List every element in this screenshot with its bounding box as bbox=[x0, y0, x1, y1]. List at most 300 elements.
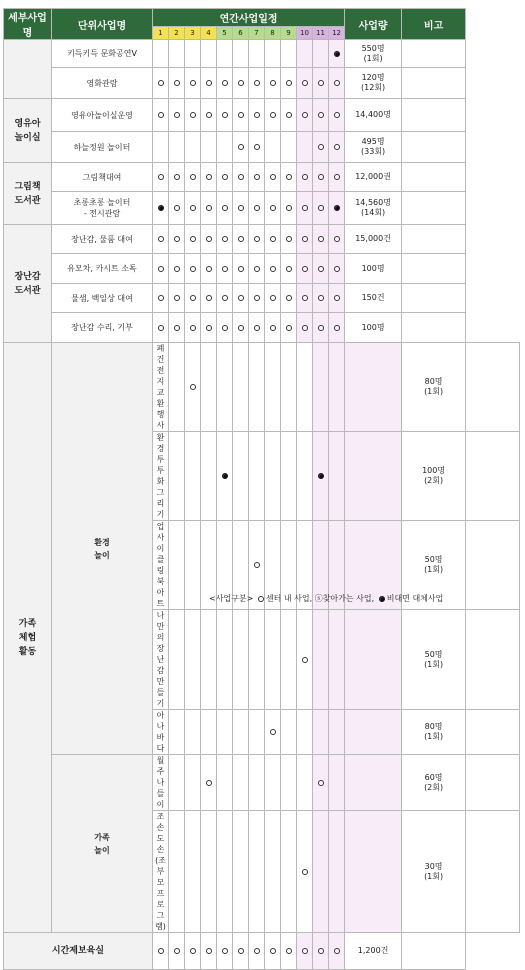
month-cell-10 bbox=[297, 313, 313, 343]
note-cell bbox=[466, 710, 520, 755]
month-cell-3 bbox=[185, 254, 201, 284]
month-cell-3 bbox=[185, 163, 201, 192]
center-marker-icon bbox=[334, 112, 340, 118]
unit-name bbox=[153, 521, 169, 610]
month-cell-4 bbox=[201, 225, 217, 254]
month-cell-4 bbox=[201, 192, 217, 225]
unit-name-text: 월주나들이 bbox=[156, 756, 165, 809]
month-cell-9 bbox=[281, 254, 297, 284]
unit-name bbox=[52, 68, 153, 99]
amount-value: 120명 bbox=[361, 73, 385, 82]
note-cell bbox=[466, 343, 520, 432]
amount-value: 60명 bbox=[424, 772, 443, 782]
month-header-12: 12 bbox=[329, 27, 345, 40]
amount-cell bbox=[402, 343, 466, 432]
center-marker-icon bbox=[286, 295, 292, 301]
center-marker-icon bbox=[270, 948, 276, 954]
month-header-5: 5 bbox=[217, 27, 233, 40]
note-cell bbox=[402, 40, 466, 68]
center-marker-icon bbox=[190, 80, 196, 86]
month-cell-9 bbox=[281, 68, 297, 99]
month-cell-2 bbox=[185, 432, 201, 521]
amount-cell bbox=[402, 755, 466, 811]
month-cell-3 bbox=[201, 610, 217, 710]
month-cell-6 bbox=[249, 610, 265, 710]
unit-name bbox=[52, 99, 153, 132]
amount-value: 30명 bbox=[424, 861, 443, 871]
month-cell-4 bbox=[201, 284, 217, 313]
center-marker-icon bbox=[254, 562, 260, 568]
unit-name-text: 영유아놀이실운영 bbox=[71, 110, 133, 120]
center-marker-icon bbox=[318, 80, 324, 86]
amount-count: (1회) bbox=[424, 732, 444, 741]
center-marker-icon bbox=[206, 780, 212, 786]
center-marker-icon bbox=[302, 266, 308, 272]
month-cell-6 bbox=[249, 343, 265, 432]
legend-prefix: <사업구분> bbox=[209, 594, 254, 603]
month-cell-1 bbox=[153, 192, 169, 225]
unit-name-text: 그림책대여 bbox=[82, 172, 122, 182]
amount-count: (2회) bbox=[424, 782, 444, 792]
month-cell-3 bbox=[185, 192, 201, 225]
unit-name-text: 아나바다 bbox=[156, 711, 165, 753]
month-cell-3 bbox=[201, 755, 217, 811]
month-cell-8 bbox=[265, 68, 281, 99]
month-header-11: 11 bbox=[313, 27, 329, 40]
month-cell-3 bbox=[185, 313, 201, 343]
center-marker-icon bbox=[254, 174, 260, 180]
month-cell-3 bbox=[185, 99, 201, 132]
month-cell-4 bbox=[217, 710, 233, 755]
month-cell-11 bbox=[313, 132, 329, 163]
month-cell-8 bbox=[281, 811, 297, 933]
unit-name-text: 키득키득 문화공연V bbox=[67, 49, 137, 58]
group-label bbox=[4, 163, 52, 225]
group-label-line: 그림책 bbox=[14, 181, 41, 192]
month-cell-6 bbox=[233, 225, 249, 254]
month-cell-6 bbox=[233, 99, 249, 132]
amount-cell bbox=[345, 40, 402, 68]
month-cell-10 bbox=[313, 432, 329, 521]
amount-value: 1,200건 bbox=[357, 946, 389, 955]
month-cell-9 bbox=[281, 40, 297, 68]
center-marker-icon bbox=[190, 295, 196, 301]
month-cell-10 bbox=[297, 132, 313, 163]
month-cell-5 bbox=[233, 432, 249, 521]
month-header-9: 9 bbox=[281, 27, 297, 40]
group-label bbox=[4, 343, 52, 933]
month-cell-5 bbox=[217, 192, 233, 225]
center-marker-icon bbox=[254, 295, 260, 301]
month-cell-3 bbox=[201, 811, 217, 933]
month-cell-9 bbox=[281, 132, 297, 163]
amount-cell bbox=[402, 432, 466, 521]
month-cell-5 bbox=[217, 68, 233, 99]
center-marker-icon bbox=[158, 174, 164, 180]
month-header-4: 4 bbox=[201, 27, 217, 40]
table-row bbox=[4, 313, 520, 343]
month-cell-11 bbox=[329, 343, 345, 432]
month-cell-7 bbox=[265, 432, 281, 521]
month-cell-12 bbox=[329, 68, 345, 99]
month-cell-10 bbox=[297, 40, 313, 68]
center-marker-icon bbox=[190, 948, 196, 954]
month-cell-8 bbox=[265, 933, 281, 970]
unit-name bbox=[52, 225, 153, 254]
amount-value: 100명 bbox=[361, 322, 385, 332]
month-cell-3 bbox=[185, 933, 201, 970]
legend bbox=[209, 593, 443, 604]
amount-cell bbox=[402, 710, 466, 755]
table-row bbox=[4, 68, 520, 99]
center-marker-icon bbox=[286, 112, 292, 118]
center-marker-icon bbox=[318, 174, 324, 180]
center-marker-icon bbox=[206, 295, 212, 301]
center-marker-icon bbox=[254, 144, 260, 150]
month-cell-7 bbox=[249, 254, 265, 284]
month-cell-4 bbox=[201, 40, 217, 68]
month-cell-1 bbox=[153, 132, 169, 163]
center-marker-icon bbox=[302, 236, 308, 242]
center-marker-icon bbox=[222, 174, 228, 180]
month-cell-7 bbox=[249, 163, 265, 192]
month-cell-2 bbox=[185, 710, 201, 755]
amount-value: 150건 bbox=[361, 293, 385, 302]
month-cell-11 bbox=[313, 163, 329, 192]
annual-schedule-table bbox=[3, 8, 520, 970]
month-cell-1 bbox=[153, 163, 169, 192]
online-marker-icon bbox=[222, 473, 228, 479]
amount-cell bbox=[345, 163, 402, 192]
table-row bbox=[4, 132, 520, 163]
month-cell-10 bbox=[297, 225, 313, 254]
center-marker-icon bbox=[222, 236, 228, 242]
month-cell-4 bbox=[201, 313, 217, 343]
unit-name-text: 나만의 장난감 만들기 bbox=[156, 611, 165, 708]
center-marker-icon bbox=[302, 657, 308, 663]
month-cell-4 bbox=[201, 254, 217, 284]
month-cell-6 bbox=[233, 254, 249, 284]
month-cell-11 bbox=[313, 40, 329, 68]
center-marker-icon bbox=[270, 325, 276, 331]
month-cell-8 bbox=[265, 225, 281, 254]
month-header-8: 8 bbox=[265, 27, 281, 40]
month-cell-12 bbox=[329, 192, 345, 225]
month-cell-9 bbox=[297, 432, 313, 521]
amount-value: 12,000권 bbox=[355, 172, 391, 181]
amount-value: 14,400명 bbox=[355, 110, 391, 119]
month-cell-5 bbox=[217, 284, 233, 313]
center-marker-icon bbox=[158, 948, 164, 954]
center-marker-icon bbox=[238, 295, 244, 301]
amount-value: 14,560명 bbox=[355, 198, 391, 207]
month-cell-9 bbox=[281, 163, 297, 192]
month-cell-10 bbox=[297, 192, 313, 225]
center-marker-icon bbox=[270, 729, 276, 735]
center-marker-icon bbox=[222, 112, 228, 118]
center-marker-icon bbox=[206, 236, 212, 242]
center-marker-icon bbox=[190, 205, 196, 211]
center-marker-icon bbox=[174, 325, 180, 331]
center-marker-icon bbox=[286, 266, 292, 272]
center-marker-icon bbox=[190, 236, 196, 242]
month-cell-5 bbox=[233, 710, 249, 755]
month-cell-4 bbox=[217, 610, 233, 710]
month-cell-3 bbox=[185, 40, 201, 68]
month-cell-8 bbox=[265, 192, 281, 225]
month-cell-3 bbox=[201, 710, 217, 755]
center-marker-icon bbox=[158, 266, 164, 272]
center-marker-icon bbox=[318, 205, 324, 211]
month-cell-5 bbox=[217, 99, 233, 132]
month-cell-7 bbox=[249, 192, 265, 225]
center-marker-icon bbox=[286, 236, 292, 242]
month-cell-9 bbox=[297, 343, 313, 432]
month-header-10: 10 bbox=[297, 27, 313, 40]
month-cell-5 bbox=[217, 132, 233, 163]
month-cell-11 bbox=[313, 313, 329, 343]
center-marker-icon bbox=[254, 948, 260, 954]
month-cell-10 bbox=[313, 755, 329, 811]
month-cell-2 bbox=[169, 40, 185, 68]
month-cell-10 bbox=[297, 68, 313, 99]
center-marker-icon bbox=[206, 325, 212, 331]
center-marker-icon bbox=[206, 174, 212, 180]
unit-name bbox=[52, 313, 153, 343]
month-cell-2 bbox=[169, 225, 185, 254]
center-marker-icon bbox=[318, 325, 324, 331]
amount-cell bbox=[402, 610, 466, 710]
unit-name-text: 환경 투투화그리기 bbox=[156, 433, 165, 519]
unit-name-text: 하늘정원 놀이터 bbox=[73, 142, 131, 152]
month-cell-5 bbox=[217, 254, 233, 284]
note-cell bbox=[466, 811, 520, 933]
center-marker-icon bbox=[206, 266, 212, 272]
month-cell-5 bbox=[233, 755, 249, 811]
amount-cell bbox=[402, 811, 466, 933]
month-cell-12 bbox=[329, 933, 345, 970]
center-marker-icon bbox=[254, 266, 260, 272]
amount-cell bbox=[345, 313, 402, 343]
month-cell-5 bbox=[217, 933, 233, 970]
unit-name-text: 영화관람 bbox=[86, 78, 118, 88]
amount-count: (14회) bbox=[361, 208, 386, 217]
month-cell-12 bbox=[329, 132, 345, 163]
group-label-line: 시간제보육실 bbox=[51, 946, 105, 956]
group-label bbox=[4, 40, 52, 99]
month-cell-2 bbox=[169, 192, 185, 225]
month-cell-4 bbox=[217, 811, 233, 933]
header-detail: 세부사업명 bbox=[4, 9, 52, 40]
month-header-7: 7 bbox=[249, 27, 265, 40]
amount-value: 50명 bbox=[424, 555, 443, 564]
center-marker-icon bbox=[302, 174, 308, 180]
online-marker-icon bbox=[379, 596, 385, 602]
center-marker-icon bbox=[158, 112, 164, 118]
group-label-line: 놀이실 bbox=[14, 132, 41, 143]
month-cell-6 bbox=[249, 432, 265, 521]
month-header-6: 6 bbox=[233, 27, 249, 40]
month-cell-12 bbox=[345, 610, 402, 710]
month-cell-7 bbox=[265, 811, 281, 933]
center-marker-icon bbox=[302, 112, 308, 118]
month-cell-6 bbox=[233, 132, 249, 163]
month-cell-5 bbox=[217, 163, 233, 192]
month-cell-8 bbox=[281, 610, 297, 710]
month-cell-5 bbox=[233, 610, 249, 710]
month-cell-8 bbox=[265, 313, 281, 343]
month-cell-6 bbox=[233, 284, 249, 313]
month-cell-12 bbox=[345, 811, 402, 933]
group-label-line: 장난감 bbox=[14, 271, 41, 282]
month-cell-12 bbox=[329, 99, 345, 132]
amount-value: 100명 bbox=[361, 263, 385, 273]
month-cell-5 bbox=[217, 225, 233, 254]
month-cell-1 bbox=[169, 432, 185, 521]
center-marker-icon bbox=[270, 80, 276, 86]
month-cell-10 bbox=[297, 254, 313, 284]
center-marker-icon bbox=[222, 266, 228, 272]
center-marker-icon bbox=[318, 780, 324, 786]
month-cell-7 bbox=[249, 933, 265, 970]
month-cell-11 bbox=[313, 225, 329, 254]
month-cell-6 bbox=[249, 811, 265, 933]
center-marker-icon bbox=[286, 948, 292, 954]
month-header-1: 1 bbox=[153, 27, 169, 40]
month-cell-1 bbox=[169, 610, 185, 710]
month-header-2: 2 bbox=[169, 27, 185, 40]
month-cell-4 bbox=[201, 132, 217, 163]
month-cell-3 bbox=[185, 284, 201, 313]
center-marker-icon bbox=[318, 112, 324, 118]
center-marker-icon bbox=[270, 205, 276, 211]
month-cell-7 bbox=[249, 284, 265, 313]
center-marker-icon bbox=[334, 948, 340, 954]
center-marker-icon bbox=[270, 295, 276, 301]
month-cell-11 bbox=[313, 99, 329, 132]
center-marker-icon bbox=[206, 80, 212, 86]
center-marker-icon bbox=[238, 325, 244, 331]
month-cell-10 bbox=[297, 163, 313, 192]
note-cell bbox=[466, 521, 520, 610]
unit-name bbox=[153, 755, 169, 811]
center-marker-icon bbox=[334, 80, 340, 86]
amount-cell bbox=[345, 254, 402, 284]
month-cell-7 bbox=[265, 755, 281, 811]
month-cell-10 bbox=[313, 343, 329, 432]
center-marker-icon bbox=[318, 295, 324, 301]
month-cell-11 bbox=[313, 284, 329, 313]
month-cell-12 bbox=[329, 284, 345, 313]
month-cell-12 bbox=[329, 254, 345, 284]
month-cell-6 bbox=[249, 710, 265, 755]
table-row bbox=[4, 99, 520, 132]
amount-cell bbox=[345, 933, 402, 970]
center-marker-icon bbox=[190, 384, 196, 390]
month-cell-1 bbox=[153, 40, 169, 68]
online-marker-icon bbox=[158, 205, 164, 211]
table-row bbox=[4, 343, 520, 432]
month-cell-9 bbox=[281, 99, 297, 132]
unit-name bbox=[52, 254, 153, 284]
month-cell-8 bbox=[265, 254, 281, 284]
amount-count: (2회) bbox=[424, 476, 444, 485]
note-cell bbox=[402, 132, 466, 163]
center-marker-icon bbox=[158, 236, 164, 242]
note-cell bbox=[402, 313, 466, 343]
center-marker-icon bbox=[174, 80, 180, 86]
subgroup-label-line: 환경 bbox=[94, 537, 110, 547]
month-header-3: 3 bbox=[185, 27, 201, 40]
month-cell-10 bbox=[313, 811, 329, 933]
center-marker-icon bbox=[286, 325, 292, 331]
month-cell-12 bbox=[329, 225, 345, 254]
legend-visit: 찾아가는 사업, bbox=[322, 594, 375, 603]
month-cell-1 bbox=[169, 710, 185, 755]
month-cell-1 bbox=[153, 68, 169, 99]
month-cell-12 bbox=[345, 755, 402, 811]
month-cell-4 bbox=[217, 432, 233, 521]
center-marker-icon bbox=[334, 144, 340, 150]
amount-cell bbox=[345, 225, 402, 254]
center-marker-icon bbox=[174, 266, 180, 272]
center-marker-icon bbox=[318, 236, 324, 242]
month-cell-9 bbox=[297, 811, 313, 933]
month-cell-3 bbox=[185, 225, 201, 254]
center-marker-icon bbox=[190, 325, 196, 331]
month-cell-7 bbox=[249, 99, 265, 132]
month-cell-11 bbox=[313, 254, 329, 284]
center-marker-icon bbox=[158, 80, 164, 86]
unit-name bbox=[52, 163, 153, 192]
amount-cell bbox=[345, 284, 402, 313]
center-marker-icon bbox=[222, 80, 228, 86]
subgroup-label-line: 놀이 bbox=[94, 845, 110, 855]
unit-name bbox=[52, 192, 153, 225]
month-cell-8 bbox=[281, 710, 297, 755]
month-cell-12 bbox=[329, 163, 345, 192]
group-label bbox=[4, 225, 52, 343]
center-marker-icon bbox=[254, 236, 260, 242]
group-label-line: 도서관 bbox=[14, 195, 41, 206]
center-marker-icon bbox=[238, 80, 244, 86]
center-marker-icon bbox=[258, 596, 264, 602]
month-cell-5 bbox=[217, 40, 233, 68]
month-cell-12 bbox=[329, 40, 345, 68]
center-marker-icon bbox=[174, 236, 180, 242]
month-cell-10 bbox=[313, 710, 329, 755]
unit-name-subtext: (조부모프로그램) bbox=[155, 856, 166, 931]
center-marker-icon bbox=[190, 174, 196, 180]
month-cell-4 bbox=[201, 163, 217, 192]
center-marker-icon bbox=[270, 174, 276, 180]
month-cell-2 bbox=[169, 254, 185, 284]
month-cell-2 bbox=[185, 755, 201, 811]
center-marker-icon bbox=[334, 236, 340, 242]
month-cell-4 bbox=[217, 755, 233, 811]
amount-count: (1회) bbox=[424, 871, 444, 881]
center-marker-icon bbox=[302, 325, 308, 331]
table-row bbox=[4, 40, 520, 68]
center-marker-icon bbox=[302, 80, 308, 86]
month-cell-11 bbox=[313, 192, 329, 225]
amount-value: 495명 bbox=[361, 137, 385, 146]
month-cell-6 bbox=[233, 313, 249, 343]
center-marker-icon bbox=[270, 112, 276, 118]
group-label bbox=[4, 933, 153, 970]
month-cell-8 bbox=[281, 343, 297, 432]
month-cell-12 bbox=[345, 343, 402, 432]
